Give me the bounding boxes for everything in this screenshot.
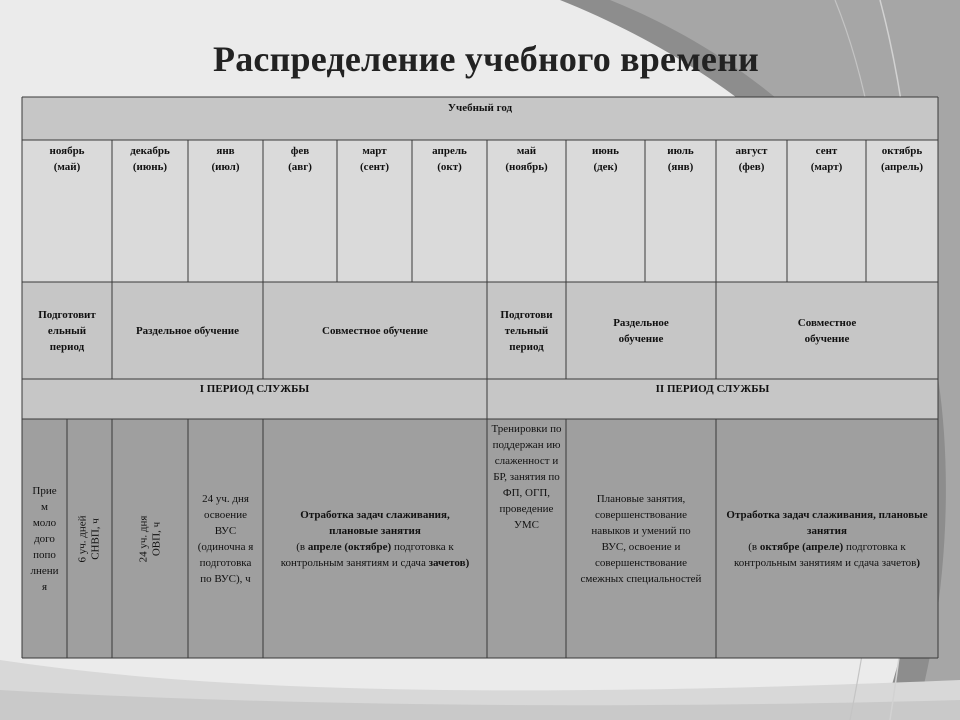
period-one-label: I ПЕРИОД СЛУЖБЫ [199,383,310,395]
joint-1-month: апреле (октябре) [307,540,392,553]
phase-separate-2: Раздельное обучение [613,316,669,345]
month-alt: (июнь) [132,161,168,173]
month-name: июль [667,145,694,157]
month-header [412,140,487,282]
ovp-line-2: ОВП, ч [149,521,162,556]
month-header [566,140,645,282]
phase-joint-2: Совместное обучение [797,316,857,345]
month-name: сент [815,145,838,157]
snvp-days-text [77,515,103,562]
month-alt: (янв) [667,161,694,173]
trainings-cell: Тренировки по поддержан ию слаженност и БР, занятия по ФП, ОГП, проведение УМС [491,423,562,531]
month-alt: (фев) [738,161,765,173]
phase-preparatory-2: Подготови тельный период [500,308,553,353]
planned-classes-cell: Плановые занятия, совершенствование навыков и умений по ВУС, освоение и совершенствование смежных специальностей [580,492,702,585]
ovp-days-text [137,515,163,562]
month-name: июнь [592,145,619,157]
month-name: фев [290,145,310,157]
month-name: май [516,145,537,157]
month-header [263,140,337,282]
snvp-line-2: СНВП, ч [89,517,102,560]
joint-1-rest: подготовка к контрольным занятиям и сдача [280,540,454,569]
academic-year-header: Учебный год [447,102,513,114]
month-header [866,140,938,282]
month-alt: (дек) [593,161,618,173]
joint-2-open: (в [748,540,760,553]
joint-1-heading: Отработка задач слаживания, плановые занятия [300,508,450,537]
month-name: апрель [432,145,467,157]
snvp-line-1: 6 уч. дней [76,514,89,563]
month-alt: (ноябрь) [505,161,548,173]
joint-1-open: (в [296,540,308,553]
month-alt: (окт) [437,161,462,173]
month-alt: (июл) [211,161,240,173]
month-header [188,140,263,282]
month-header [487,140,566,282]
month-name: август [735,145,768,157]
month-header [716,140,787,282]
month-alt: (май) [53,161,81,173]
ovp-days-cell [112,419,188,658]
month-name: октябрь [881,145,923,157]
joint-2-rest: подготовка к контрольным занятиям и сдача зачетов [733,540,917,569]
month-header [337,140,412,282]
month-header [787,140,866,282]
joint-2-heading: Отработка задач слаживания, плановые занятия [726,508,928,537]
month-name: янв [216,145,235,157]
month-name: март [362,145,387,157]
recruit-intake-cell: Прие м моло дого попо лнени я [30,484,59,593]
joint-2-tail: ) [916,556,921,569]
month-header [22,140,112,282]
joint-1-tail: зачетов) [428,556,470,569]
snvp-days-cell [67,419,112,658]
vus-training-cell: 24 уч. дня освоение ВУС (одиночна я подготовка по ВУС), ч [197,492,254,585]
month-alt: (сент) [360,161,389,173]
month-alt: (апрель) [880,161,923,173]
month-header [112,140,188,282]
joint-training-1-cell [263,419,487,658]
joint-training-2-cell [716,419,938,658]
month-alt: (март) [810,161,843,173]
page-title: Распределение учебного времени [213,39,759,79]
month-alt: (авг) [288,161,312,173]
month-header [645,140,716,282]
joint-2-details [724,539,930,571]
month-name: ноябрь [49,145,85,157]
ovp-line-1: 24 уч. дня [136,515,149,562]
period-two-label: II ПЕРИОД СЛУЖБЫ [655,383,770,395]
month-name: декабрь [130,145,170,157]
joint-2-month: октябре (апреле) [759,540,844,553]
phase-joint-1: Совместное обучение [322,324,428,337]
joint-1-details [277,539,473,571]
phase-separate-1: Раздельное обучение [135,324,240,337]
phase-preparatory-1: Подготовит ельный период [38,308,96,353]
